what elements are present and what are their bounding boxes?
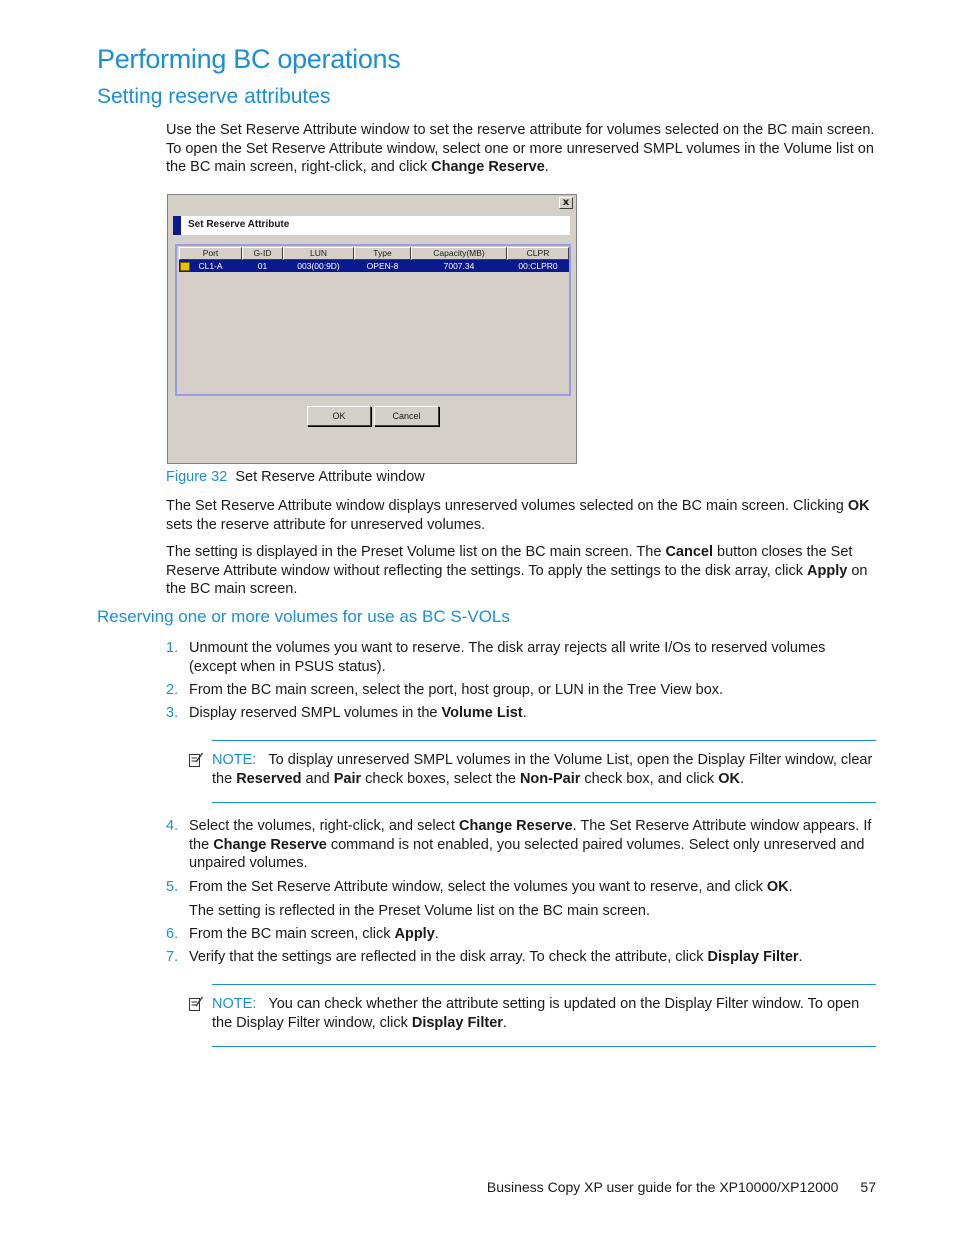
column-header-type[interactable]: Type bbox=[354, 247, 411, 260]
ok-button[interactable]: OK bbox=[307, 406, 371, 426]
note-icon bbox=[188, 752, 204, 768]
setting-paragraph: The setting is displayed in the Preset Volume list on the BC main screen. The Cancel button closes the Set Reserve Attribute window without reflecting the settings. To apply the settings to the disk array, click Apply on the BC main screen. bbox=[166, 544, 868, 597]
step-number: 4. bbox=[166, 818, 179, 834]
step-number: 1. bbox=[166, 640, 179, 656]
cancel-button[interactable]: Cancel bbox=[374, 406, 439, 426]
note-label: NOTE: bbox=[212, 996, 257, 1012]
page-title: Performing BC operations bbox=[97, 44, 401, 74]
step-number: 7. bbox=[166, 949, 179, 965]
step-number: 2. bbox=[166, 682, 179, 698]
note-icon bbox=[188, 996, 204, 1012]
note-divider bbox=[212, 984, 876, 985]
volume-table bbox=[175, 244, 571, 396]
page-number: 57 bbox=[860, 1179, 876, 1195]
section-heading-reserve-attributes: Setting reserve attributes bbox=[97, 85, 331, 108]
volume-icon bbox=[180, 262, 190, 271]
cell-capacity: 7007.34 bbox=[443, 261, 475, 271]
figure-caption: Figure 32 Set Reserve Attribute window bbox=[166, 469, 425, 485]
window-titlebar bbox=[168, 195, 576, 211]
column-header-gid[interactable]: G-ID bbox=[242, 247, 283, 260]
page-footer bbox=[487, 1179, 876, 1195]
column-header-port[interactable]: Port bbox=[179, 247, 242, 260]
note-divider bbox=[212, 740, 876, 741]
note-attribute-check: NOTE: You can check whether the attribute setting is updated on the Display Filter window. To open the Display Filter window, click Display Filter. bbox=[212, 996, 860, 1031]
intro-paragraph: Use the Set Reserve Attribute window to set the reserve attribute for volumes selected on the BC main screen. To open the Set Reserve Attribute window, select one or more unreserved SMPL volumes in the Volume list on the BC main screen, right-click, and click Change Reserve. bbox=[166, 122, 875, 175]
step-sub-text: The setting is reflected in the Preset Volume list on the BC main screen. bbox=[189, 903, 651, 919]
table-header-row bbox=[179, 247, 569, 260]
cell-lun: 003(00:9D) bbox=[297, 261, 340, 271]
step-number: 5. bbox=[166, 879, 179, 895]
step-text: From the Set Reserve Attribute window, select the volumes you want to reserve, and click OK. bbox=[189, 879, 793, 895]
set-reserve-attribute-window bbox=[167, 194, 577, 464]
column-header-capacity[interactable]: Capacity(MB) bbox=[411, 247, 507, 260]
cell-port: CL1-A bbox=[198, 261, 223, 271]
step-text: From the BC main screen, click Apply. bbox=[189, 926, 439, 942]
note-divider bbox=[212, 1046, 876, 1047]
cell-gid: 01 bbox=[257, 261, 268, 271]
header-accent-bar bbox=[173, 216, 181, 235]
figure-label: Figure 32 bbox=[166, 469, 228, 485]
note-label: NOTE: bbox=[212, 752, 257, 768]
column-header-lun[interactable]: LUN bbox=[283, 247, 354, 260]
step-text: Display reserved SMPL volumes in the Volume List. bbox=[189, 705, 527, 721]
step-number: 6. bbox=[166, 926, 179, 942]
step-text: Verify that the settings are reflected in the disk array. To check the attribute, click Display Filter. bbox=[189, 949, 803, 965]
step-text: From the BC main screen, select the port, host group, or LUN in the Tree View box. bbox=[189, 682, 724, 698]
table-row[interactable] bbox=[179, 260, 569, 272]
cell-type: OPEN-8 bbox=[366, 261, 399, 271]
note-divider bbox=[212, 802, 876, 803]
window-header-title: Set Reserve Attribute bbox=[188, 219, 290, 230]
cell-clpr: 00:CLPR0 bbox=[518, 261, 558, 271]
description-paragraph: The Set Reserve Attribute window displays unreserved volumes selected on the BC main screen. Clicking OK sets the reserve attribute for unreserved volumes. bbox=[166, 498, 870, 533]
step-text: Unmount the volumes you want to reserve. The disk array rejects all write I/Os to reserved volumes (except when in PSUS status). bbox=[189, 640, 826, 675]
step-number: 3. bbox=[166, 705, 179, 721]
section-heading-reserving-volumes: Reserving one or more volumes for use as BC S-VOLs bbox=[97, 607, 510, 626]
close-icon[interactable]: x bbox=[559, 197, 573, 209]
column-header-clpr[interactable]: CLPR bbox=[507, 247, 569, 260]
window-header bbox=[173, 216, 570, 235]
footer-title: Business Copy XP user guide for the XP10000/XP12000 bbox=[486, 1179, 839, 1195]
step-text: Select the volumes, right-click, and select Change Reserve. The Set Reserve Attribute window appears. If the Change Reserve command is not enabled, you selected paired volumes. Select only unreserved and unpaired volumes. bbox=[189, 818, 872, 871]
note-display-filter: NOTE: To display unreserved SMPL volumes in the Volume List, open the Display Filter window, clear the Reserved and Pair check boxes, select the Non-Pair check box, and click OK. bbox=[212, 752, 873, 787]
